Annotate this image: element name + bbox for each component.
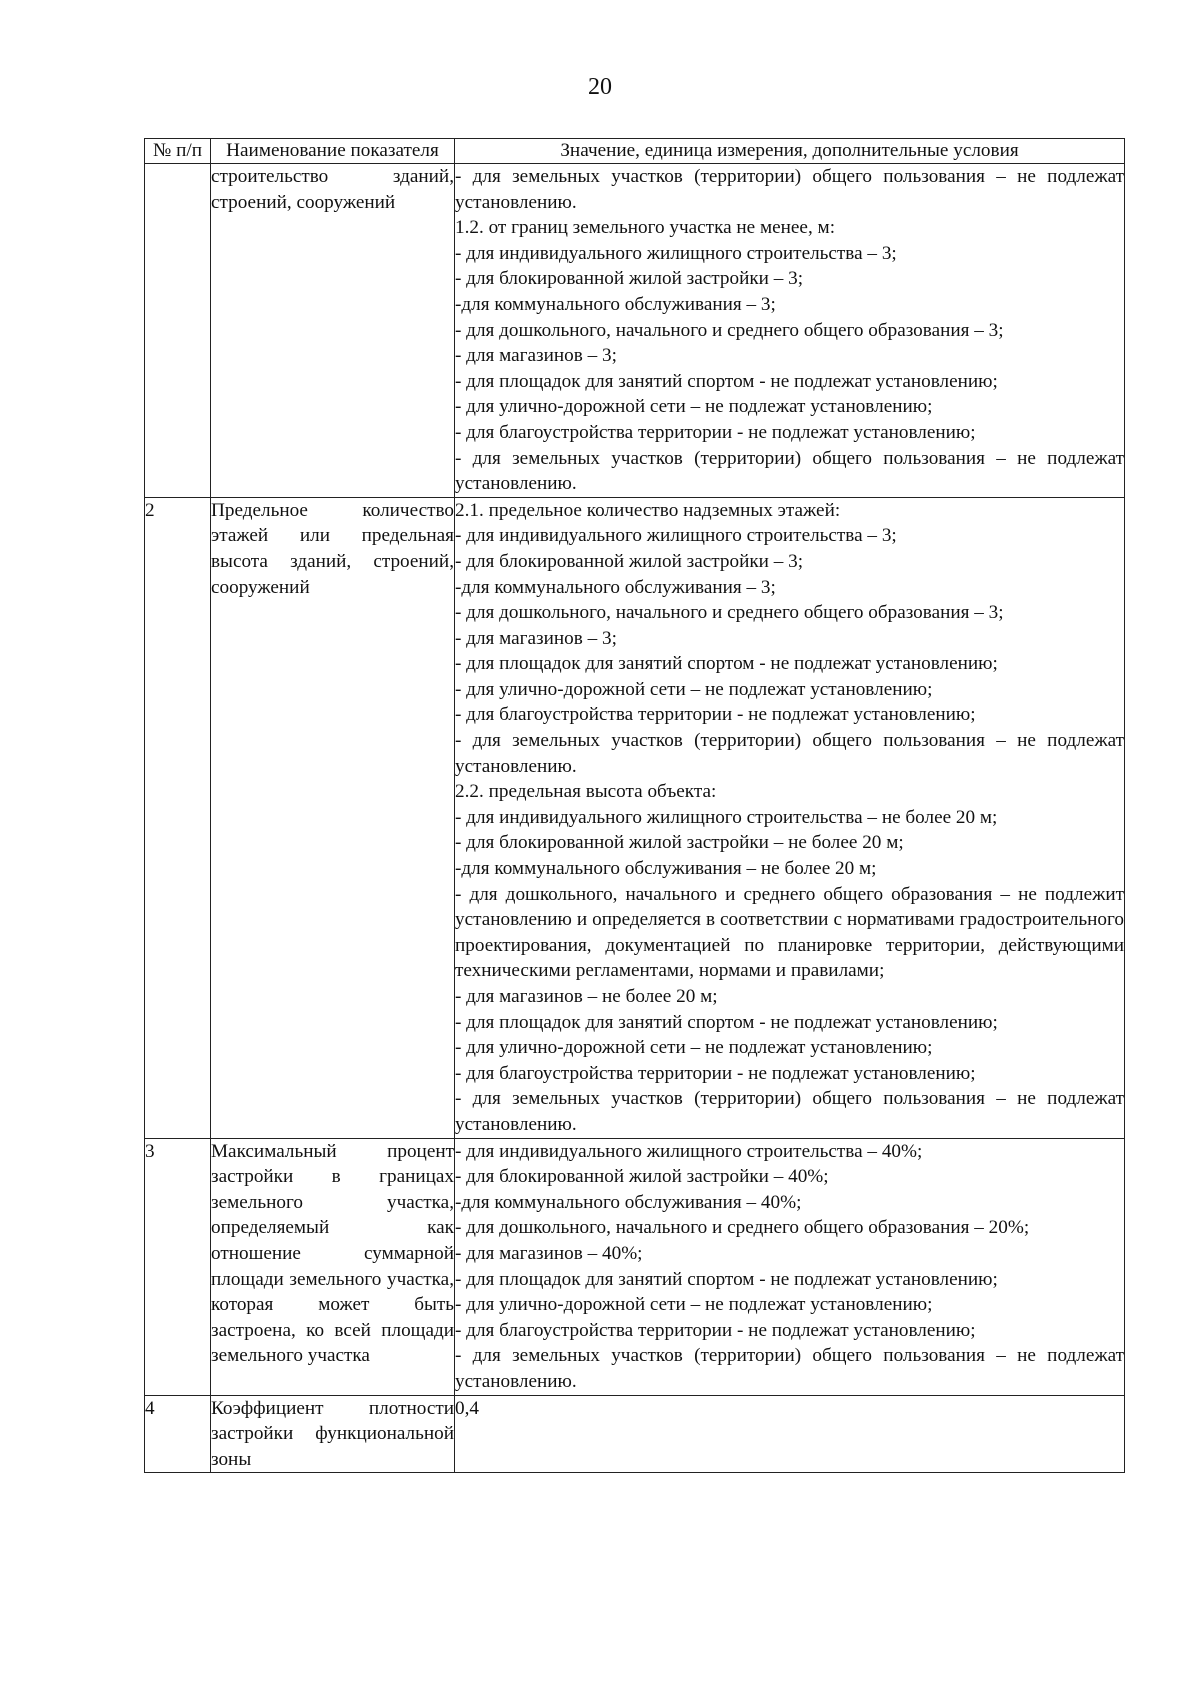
value-line: - для улично-дорожной сети – не подлежат установлению; [455, 396, 933, 418]
value-line: - для улично-дорожной сети – не подлежат установлению; [455, 1037, 933, 1059]
value-line: - для улично-дорожной сети – не подлежат установлению; [455, 678, 933, 700]
value-line: -для коммунального обслуживания – 3; [455, 576, 776, 598]
regulations-table [144, 138, 1125, 1473]
value-line: -для коммунального обслуживания – 40%; [455, 1191, 802, 1213]
header-number: № п/п [145, 139, 211, 164]
value-line: - для благоустройства территории - не подлежат установлению; [455, 1319, 976, 1341]
table-row [145, 1395, 1125, 1473]
value-line: - для индивидуального жилищного строительства – не более 20 м; [455, 806, 998, 828]
table-row [145, 1138, 1125, 1395]
indicator-value [455, 164, 1125, 498]
value-line: - для дошкольного, начального и среднего общего образования – 20%; [455, 1217, 1030, 1239]
row-number [145, 164, 211, 498]
value-line: - для площадок для занятий спортом - не подлежат установлению; [455, 1011, 998, 1033]
page-number: 20 [588, 74, 612, 100]
indicator-value [455, 1395, 1125, 1473]
indicator-name: Коэффициент плотности застройки функциональной зоны [211, 1395, 455, 1473]
value-line: 2.2. предельная высота объекта: [455, 781, 717, 803]
value-line: 1.2. от границ земельного участка не менее, м: [455, 217, 836, 239]
table-row [145, 497, 1125, 1138]
value-line: - для земельных участков (территории) общего пользования – не подлежат установлению. [455, 447, 1124, 495]
value-line: - для площадок для занятий спортом - не подлежат установлению; [455, 1268, 998, 1290]
value-line: - для индивидуального жилищного строительства – 3; [455, 242, 897, 264]
table-header-row [145, 139, 1125, 164]
value-line: - для благоустройства территории - не подлежат установлению; [455, 1062, 976, 1084]
value-line: - для земельных участков (территории) общего пользования – не подлежат установлению. [455, 1345, 1124, 1392]
indicator-name: Предельное количество этажей или предельная высота зданий, строений, сооружений [211, 497, 455, 1138]
value-line: - для дошкольного, начального и среднего общего образования – не подлежит установлению и определяется в соответствии с нормативами градостроительного проектирования, документацией по планировке территории, действующими техническими регламентами, нормами и правилами; [455, 883, 1124, 982]
value-line: -для коммунального обслуживания – 3; [455, 293, 776, 315]
value-line: - для блокированной жилой застройки – не более 20 м; [455, 832, 904, 854]
indicator-name: строительство зданий, строений, сооружений [211, 164, 455, 498]
row-number: 3 [145, 1138, 211, 1395]
value-line: - для индивидуального жилищного строительства – 3; [455, 525, 897, 547]
header-indicator-name: Наименование показателя [211, 139, 455, 164]
value-line: - для блокированной жилой застройки – 40%; [455, 1166, 829, 1188]
indicator-name: Максимальный процент застройки в границах земельного участка, определяемый как отношение суммарной площади земельного участка, которая может быть застроена, ко всей площади земельного участка [211, 1138, 455, 1395]
value-line: 0,4 [455, 1397, 479, 1419]
table-header [145, 139, 1125, 164]
value-line: - для земельных участков (территории) общего пользования – не подлежат установлению. [455, 730, 1124, 777]
value-line: - для благоустройства территории - не подлежат установлению; [455, 704, 976, 726]
value-line: - для благоустройства территории - не подлежат установлению; [455, 421, 976, 443]
value-line: - для блокированной жилой застройки – 3; [455, 268, 804, 290]
value-line: - для земельных участков (территории) общего пользования – не подлежат установлению. [455, 166, 1124, 213]
header-value: Значение, единица измерения, дополнительные условия [455, 139, 1125, 164]
row-number: 4 [145, 1395, 211, 1473]
value-line: - для дошкольного, начального и среднего общего образования – 3; [455, 602, 1004, 624]
value-line: - для площадок для занятий спортом - не подлежат установлению; [455, 653, 998, 675]
value-line: - для земельных участков (территории) общего пользования – не подлежат установлению. [455, 1088, 1124, 1135]
value-line: - для дошкольного, начального и среднего общего образования – 3; [455, 319, 1004, 341]
indicator-value [455, 1138, 1125, 1395]
value-line: 2.1. предельное количество надземных этажей: [455, 499, 841, 521]
table-row [145, 164, 1125, 498]
table-body [145, 164, 1125, 1473]
indicator-value [455, 497, 1125, 1138]
value-line: - для магазинов – 3; [455, 627, 617, 649]
value-line: - для магазинов – не более 20 м; [455, 986, 718, 1007]
value-line: - для магазинов – 3; [455, 345, 617, 367]
value-line: - для магазинов – 40%; [455, 1242, 643, 1264]
value-line: - для площадок для занятий спортом - не подлежат установлению; [455, 370, 998, 392]
value-line: - для блокированной жилой застройки – 3; [455, 550, 804, 572]
value-line: -для коммунального обслуживания – не более 20 м; [455, 858, 877, 880]
row-number: 2 [145, 497, 211, 1138]
value-line: - для улично-дорожной сети – не подлежат установлению; [455, 1294, 933, 1316]
value-line: - для индивидуального жилищного строительства – 40%; [455, 1140, 923, 1162]
